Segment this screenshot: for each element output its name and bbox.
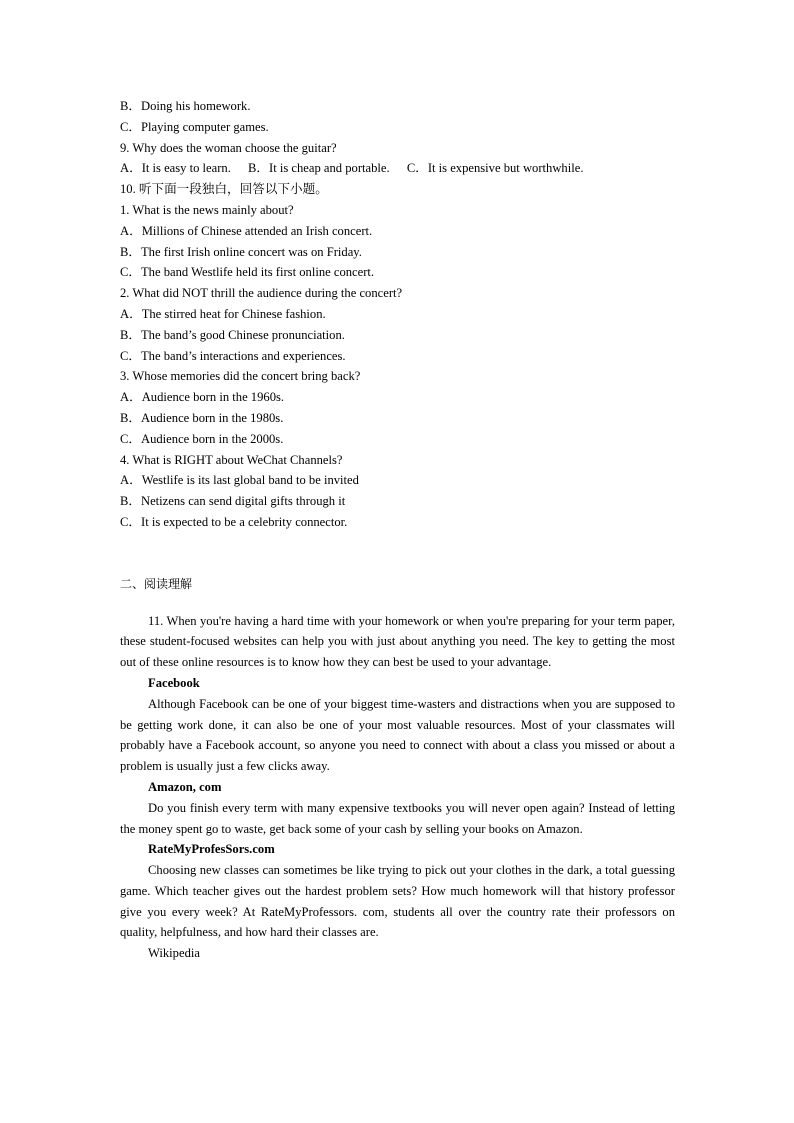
- q10-1-option-c: C．The band Westlife held its first online concert.: [120, 265, 375, 280]
- q10-3-option-b: B．Audience born in the 1980s.: [120, 410, 284, 425]
- site-heading-amazon: Amazon, com: [148, 779, 222, 794]
- page-content: [120, 96, 675, 964]
- q10-2-option-c: C．The band’s interactions and experiences.: [120, 348, 346, 363]
- site-text-amazon: Do you finish every term with many expensive textbooks you will never open again? Instead of letting the money spent go to waste, get back some of your cash by selling your books on Amazon.: [120, 800, 675, 836]
- q10-intro: 10. 听下面一段独白，回答以下小题。: [120, 182, 328, 197]
- q9-option-c: C．It is expensive but worthwhile.: [406, 161, 584, 176]
- site-heading-ratemyprofessors: RateMyProfesSors.com: [148, 842, 275, 857]
- q10-1-option-b: B．The first Irish online concert was on Friday.: [120, 244, 362, 259]
- q10-4-option-a: A．Westlife is its last global band to be invited: [120, 473, 359, 488]
- q10-3-question: 3. Whose memories did the concert bring back?: [120, 369, 361, 384]
- section-title-reading: 二、阅读理解: [120, 576, 193, 591]
- q9-question: 9. Why does the woman choose the guitar?: [120, 140, 337, 155]
- site-text-facebook: Although Facebook can be one of your biggest time-wasters and distractions when you are supposed to be getting work done, it can also be one of your most valuable resources. Most of your classmates will probably have a Facebook account, so anyone you need to connect with about a class you missed or about a problem is usually just a few clicks away.: [120, 696, 675, 774]
- q9-options: [120, 158, 675, 179]
- q10-2-option-b: B．The band’s good Chinese pronunciation.: [120, 327, 345, 342]
- site-heading-facebook: Facebook: [148, 675, 200, 690]
- q10-2-option-a: A．The stirred heat for Chinese fashion.: [120, 306, 326, 321]
- reading-passage: [120, 611, 675, 965]
- q9-option-a: A．It is easy to learn.: [120, 161, 231, 176]
- q10-2-question: 2. What did NOT thrill the audience during the concert?: [120, 286, 403, 301]
- site-text-ratemyprofessors: Choosing new classes can sometimes be like trying to pick out your clothes in the dark, a total guessing game. Which teacher gives out the hardest problem sets? How much homework will that history professor give you every week? At RateMyProfessors. com, students all over the country rate their professors on quality, helpfulness, and how hard their classes are.: [120, 863, 675, 940]
- q10-1-option-a: A．Millions of Chinese attended an Irish concert.: [120, 223, 373, 238]
- passage-intro: 11. When you're having a hard time with your homework or when you're preparing for your term paper, these student-focused websites can help you with just about anything you need. The key to getting the most out of these online resources is to know how they can best be used to your advantage.: [120, 613, 675, 670]
- q10-3-option-a: A．Audience born in the 1960s.: [120, 390, 285, 405]
- q8-option-b: B．Doing his homework.: [120, 99, 251, 113]
- site-heading-wikipedia: Wikipedia: [148, 946, 200, 961]
- q10-4-question: 4. What is RIGHT about WeChat Channels?: [120, 452, 343, 467]
- q10-3-option-c: C．Audience born in the 2000s.: [120, 431, 284, 446]
- q10-4-option-b: B．Netizens can send digital gifts through it: [120, 494, 346, 509]
- q9-option-b: B．It is cheap and portable.: [248, 161, 390, 176]
- q8-option-c: C．Playing computer games.: [120, 119, 269, 134]
- q10-1-question: 1. What is the news mainly about?: [120, 202, 294, 217]
- q10-4-option-c: C．It is expected to be a celebrity connector.: [120, 514, 348, 529]
